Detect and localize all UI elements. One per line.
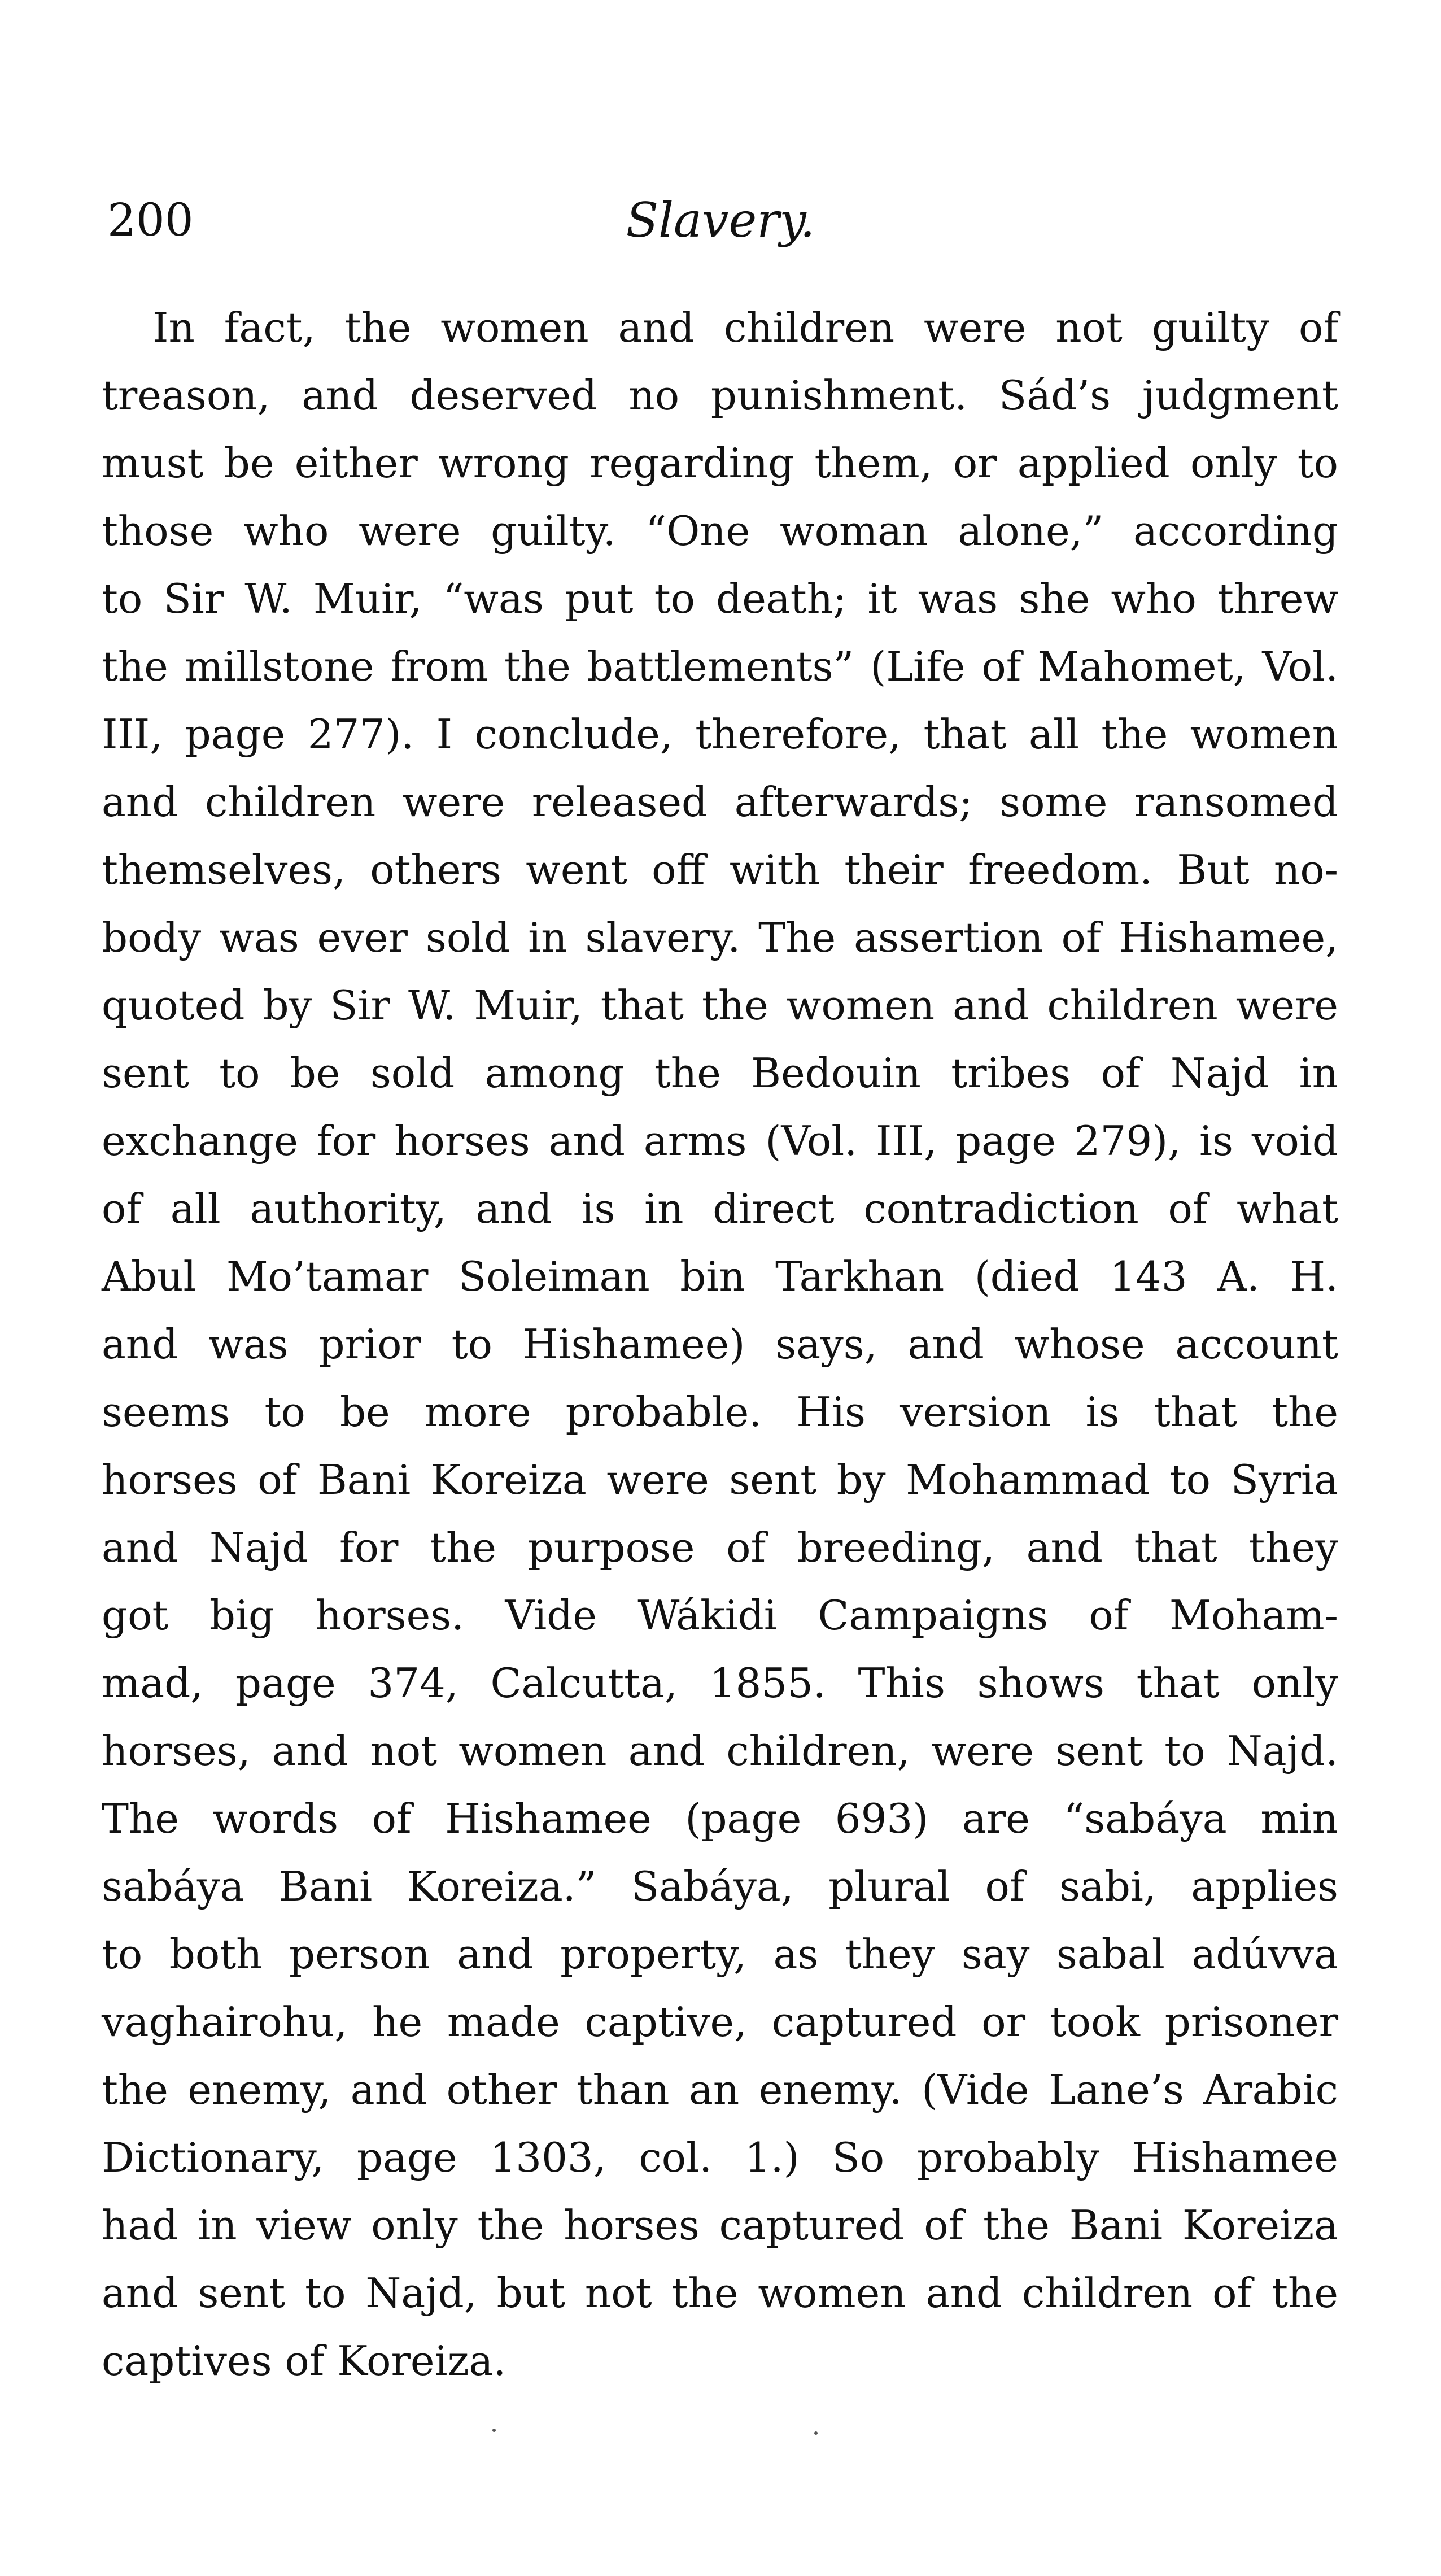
text-line: and was prior to Hishamee) says, and whose account — [102, 1320, 1338, 1368]
text-line: themselves, others went off with their freedom. But no- — [102, 846, 1338, 893]
print-speck — [492, 2429, 496, 2432]
text-line: had in view only the horses captured of the Bani Koreiza — [102, 2202, 1338, 2249]
text-line: horses of Bani Koreiza were sent by Mohammad to Syria — [102, 1456, 1338, 1503]
text-line: exchange for horses and arms (Vol. III, page 279), is void — [102, 1117, 1338, 1165]
text-line: captives of Koreiza. — [102, 2337, 506, 2385]
text-line: and Najd for the purpose of breeding, and that they — [102, 1524, 1338, 1571]
text-line: quoted by Sir W. Muir, that the women and children were — [102, 982, 1338, 1029]
text-line: In fact, the women and children were not guilty of — [152, 304, 1338, 351]
page-number: 200 — [107, 194, 194, 246]
body-paragraph — [102, 294, 1338, 2395]
text-line: the enemy, and other than an enemy. (Vide Lane’s Arabic — [102, 2066, 1338, 2113]
text-line: to both person and property, as they say sabal adúvva — [102, 1930, 1338, 1978]
text-line: of all authority, and is in direct contradiction of what — [102, 1185, 1338, 1232]
text-line: horses, and not women and children, were sent to Najd. — [102, 1727, 1338, 1775]
text-line: the millstone from the battlements” (Life of Mahomet, Vol. — [102, 643, 1338, 690]
text-line: got big horses. Vide Wákidi Campaigns of Moham- — [102, 1592, 1338, 1639]
text-line: The words of Hishamee (page 693) are “sabáya min — [102, 1795, 1338, 1842]
text-line: those who were guilty. “One woman alone,” according — [102, 507, 1338, 555]
text-line: treason, and deserved no punishment. Sád’s judgment — [102, 372, 1338, 419]
running-head — [107, 186, 1334, 265]
text-line: Abul Mo’tamar Soleiman bin Tarkhan (died 143 A. H. — [102, 1253, 1338, 1300]
text-line: mad, page 374, Calcutta, 1855. This shows that only — [102, 1659, 1338, 1707]
text-line: and sent to Najd, but not the women and children of the — [102, 2269, 1338, 2317]
print-speck — [814, 2431, 818, 2435]
text-line: to Sir W. Muir, “was put to death; it was she who threw — [102, 575, 1338, 622]
text-line: sabáya Bani Koreiza.” Sabáya, plural of sabi, applies — [102, 1863, 1338, 1910]
running-title: Slavery. — [626, 193, 815, 248]
text-line: Dictionary, page 1303, col. 1.) So probably Hishamee — [102, 2134, 1338, 2181]
text-line: and children were released afterwards; some ransomed — [102, 778, 1338, 826]
text-line: seems to be more probable. His version is that the — [102, 1388, 1338, 1436]
text-line: sent to be sold among the Bedouin tribes of Najd in — [102, 1049, 1338, 1097]
text-line: body was ever sold in slavery. The assertion of Hishamee, — [102, 914, 1338, 961]
text-line: vaghairohu, he made captive, captured or took prisoner — [102, 1998, 1338, 2046]
text-line: III, page 277). I conclude, therefore, that all the women — [102, 711, 1338, 758]
text-line: must be either wrong regarding them, or applied only to — [102, 439, 1338, 487]
